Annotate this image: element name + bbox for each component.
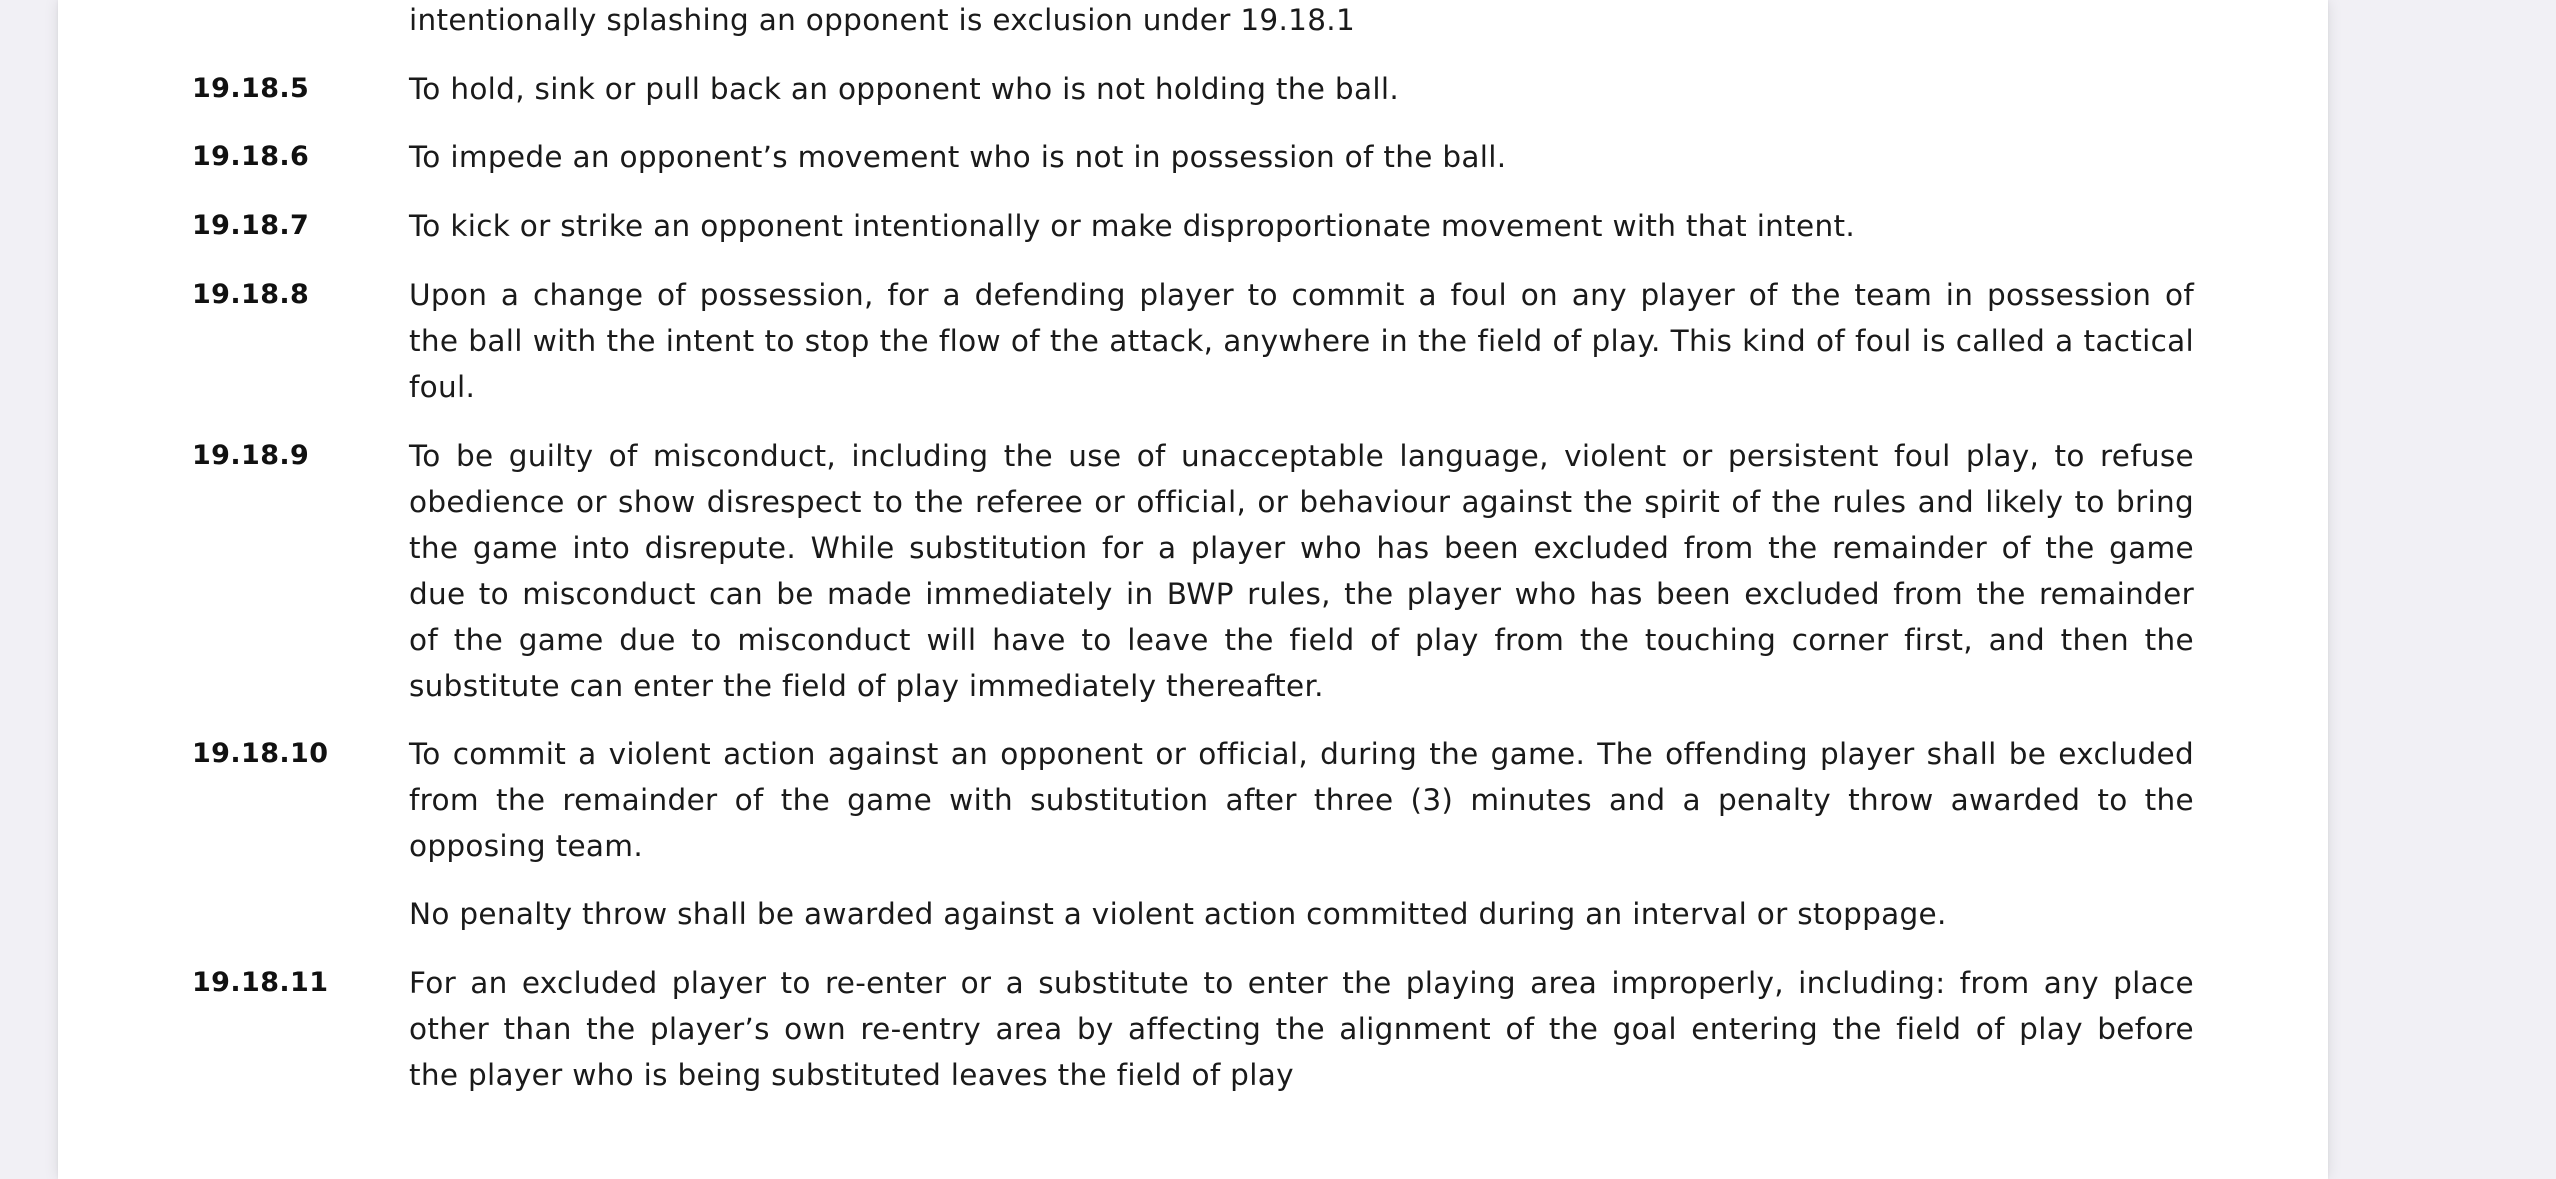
rule-text-line: To hold, sink or pull back an opponent who is not holding the ball. <box>409 72 1399 106</box>
rule-number: 19.18.11 <box>192 967 329 998</box>
rule-text-line: foul. <box>409 370 476 404</box>
rule-number: 19.18.10 <box>192 738 329 769</box>
rule-text-line: To be guilty of misconduct, including the use of unacceptable language, violent or persistent foul play, to refuse <box>409 439 2194 473</box>
rule-text-line: other than the player’s own re-entry area by affecting the alignment of the goal entering the field of play before <box>409 1012 2194 1046</box>
rule-number: 19.18.9 <box>192 440 310 471</box>
rule-text-line: substitute can enter the field of play immediately thereafter. <box>409 669 1324 703</box>
continuation-text: intentionally splashing an opponent is exclusion under 19.18.1 <box>409 3 1356 37</box>
rule-number: 19.18.6 <box>192 141 310 172</box>
rule-note: No penalty throw shall be awarded against a violent action committed during an interval or stoppage. <box>409 897 1947 931</box>
rule-text-line: For an excluded player to re-enter or a substitute to enter the playing area improperly, including: from any place <box>409 966 2194 1000</box>
rule-text-line: of the game due to misconduct will have to leave the field of play from the touching corner first, and then the <box>409 623 2194 657</box>
rule-text-line: the game into disrepute. While substitution for a player who has been excluded from the remainder of the game <box>409 531 2194 565</box>
rule-text-line: from the remainder of the game with substitution after three (3) minutes and a penalty throw awarded to the <box>409 783 2194 817</box>
rule-number: 19.18.8 <box>192 279 310 310</box>
rule-text-line: due to misconduct can be made immediately in BWP rules, the player who has been excluded from the remainder <box>409 577 2194 611</box>
rule-text-line: obedience or show disrespect to the referee or official, or behaviour against the spirit of the rules and likely to bring <box>409 485 2194 519</box>
rule-text-line: To kick or strike an opponent intentionally or make disproportionate movement with that intent. <box>409 209 1856 243</box>
rule-text-line: opposing team. <box>409 829 644 863</box>
rule-text-line: the player who is being substituted leaves the field of play <box>409 1058 1294 1092</box>
document-page <box>58 0 2328 1179</box>
rule-text-line: To commit a violent action against an opponent or official, during the game. The offending player shall be excluded <box>409 737 2194 771</box>
rule-text-line: To impede an opponent’s movement who is not in possession of the ball. <box>409 140 1507 174</box>
rule-text-line: Upon a change of possession, for a defending player to commit a foul on any player of the team in possession of <box>409 278 2194 312</box>
rule-number: 19.18.7 <box>192 210 310 241</box>
rule-text-line: the ball with the intent to stop the flow of the attack, anywhere in the field of play. This kind of foul is called a tactical <box>409 324 2194 358</box>
rule-number: 19.18.5 <box>192 73 310 104</box>
